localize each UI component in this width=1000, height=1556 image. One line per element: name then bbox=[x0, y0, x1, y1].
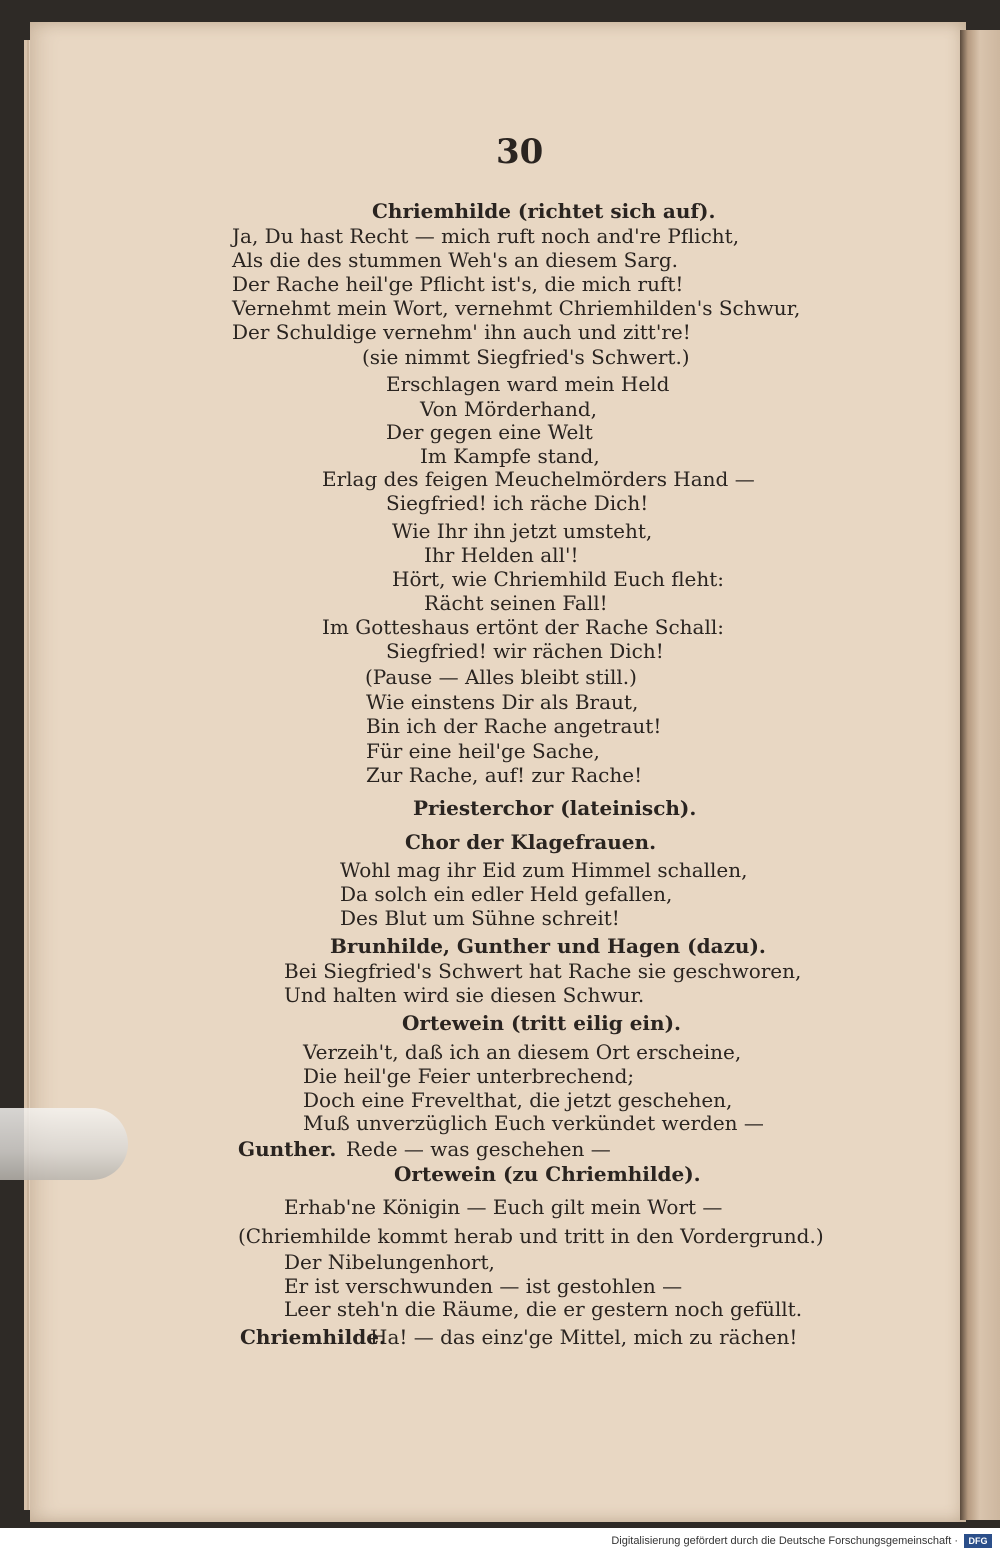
footer-bar bbox=[0, 1528, 1000, 1556]
speaker-heading: Ortewein (zu Chriemhilde). bbox=[394, 1162, 701, 1186]
text-line: Ihr Helden all'! bbox=[424, 543, 579, 567]
text-line: Des Blut um Sühne schreit! bbox=[340, 906, 620, 930]
text-line: Im Kampfe stand, bbox=[420, 444, 600, 468]
text-line: Wie Ihr ihn jetzt umsteht, bbox=[392, 519, 653, 543]
text-line: Doch eine Frevelthat, die jetzt geschehen, bbox=[303, 1088, 733, 1112]
scanner-thumb-shadow bbox=[0, 1108, 128, 1180]
text-line: Der Rache heil'ge Pflicht ist's, die mich ruft! bbox=[232, 272, 684, 296]
text-line: Für eine heil'ge Sache, bbox=[366, 739, 600, 763]
text-line: Bei Siegfried's Schwert hat Rache sie geschworen, bbox=[284, 959, 802, 983]
text-line: Da solch ein edler Held gefallen, bbox=[340, 882, 673, 906]
text-line: Rächt seinen Fall! bbox=[424, 591, 608, 615]
book-spine-edge bbox=[960, 30, 1000, 1520]
text-line: Die heil'ge Feier unterbrechend; bbox=[303, 1064, 635, 1088]
text-line: Und halten wird sie diesen Schwur. bbox=[284, 983, 645, 1007]
footer-credit: Digitalisierung gefördert durch die Deutsche Forschungsgemeinschaft · bbox=[611, 1535, 958, 1547]
text-line: Der Schuldige vernehm' ihn auch und zitt're! bbox=[232, 320, 691, 344]
text-line: Verzeih't, daß ich an diesem Ort erscheine, bbox=[303, 1040, 742, 1064]
text-line: Vernehmt mein Wort, vernehmt Chriemhilden's Schwur, bbox=[232, 296, 801, 320]
stage-direction: (sie nimmt Siegfried's Schwert.) bbox=[362, 345, 690, 369]
text-line: Wohl mag ihr Eid zum Himmel schallen, bbox=[340, 858, 748, 882]
speaker-name: Chriemhilde. bbox=[240, 1325, 386, 1349]
text-line: Wie einstens Dir als Braut, bbox=[366, 690, 639, 714]
text-line: Ha! — das einz'ge Mittel, mich zu rächen! bbox=[370, 1325, 798, 1349]
text-line: Leer steh'n die Räume, die er gestern noch gefüllt. bbox=[284, 1297, 803, 1321]
dfg-logo: DFG bbox=[964, 1534, 992, 1548]
text-line: Siegfried! wir rächen Dich! bbox=[386, 639, 664, 663]
text-line: Der gegen eine Welt bbox=[386, 420, 593, 444]
text-line: Von Mörderhand, bbox=[420, 397, 598, 421]
text-line: Siegfried! ich räche Dich! bbox=[386, 491, 649, 515]
text-line: Zur Rache, auf! zur Rache! bbox=[366, 763, 643, 787]
text-line: Bin ich der Rache angetraut! bbox=[366, 714, 662, 738]
speaker-heading: Ortewein (tritt eilig ein). bbox=[402, 1011, 681, 1035]
text-line: Chriemhilde (richtet sich auf). bbox=[372, 199, 716, 223]
text-line: Erschlagen ward mein Held bbox=[386, 372, 670, 396]
speaker-heading: Brunhilde, Gunther und Hagen (dazu). bbox=[330, 934, 766, 958]
text-line: Ja, Du hast Recht — mich ruft noch and're Pflicht, bbox=[232, 224, 740, 248]
text-line: Muß unverzüglich Euch verkündet werden — bbox=[303, 1111, 764, 1135]
text-line: Rede — was geschehen — bbox=[346, 1137, 611, 1161]
speaker-heading: Priesterchor (lateinisch). bbox=[413, 796, 697, 820]
text-line: Hört, wie Chriemhild Euch fleht: bbox=[392, 567, 725, 591]
speaker-name: Gunther. bbox=[238, 1137, 337, 1161]
text-line: Der Nibelungenhort, bbox=[284, 1250, 495, 1274]
text-line: Er ist verschwunden — ist gestohlen — bbox=[284, 1274, 683, 1298]
text-line: Im Gotteshaus ertönt der Rache Schall: bbox=[322, 615, 724, 639]
stage-direction: (Chriemhilde kommt herab und tritt in den Vordergrund.) bbox=[238, 1224, 824, 1248]
speaker-heading: Chor der Klagefrauen. bbox=[405, 830, 657, 854]
text-line: Erlag des feigen Meuchelmörders Hand — bbox=[322, 467, 755, 491]
text-line: Als die des stummen Weh's an diesem Sarg. bbox=[232, 248, 679, 272]
text-line: Erhab'ne Königin — Euch gilt mein Wort — bbox=[284, 1195, 723, 1219]
stage-direction: (Pause — Alles bleibt still.) bbox=[365, 665, 637, 689]
page-number: 30 bbox=[496, 132, 544, 172]
